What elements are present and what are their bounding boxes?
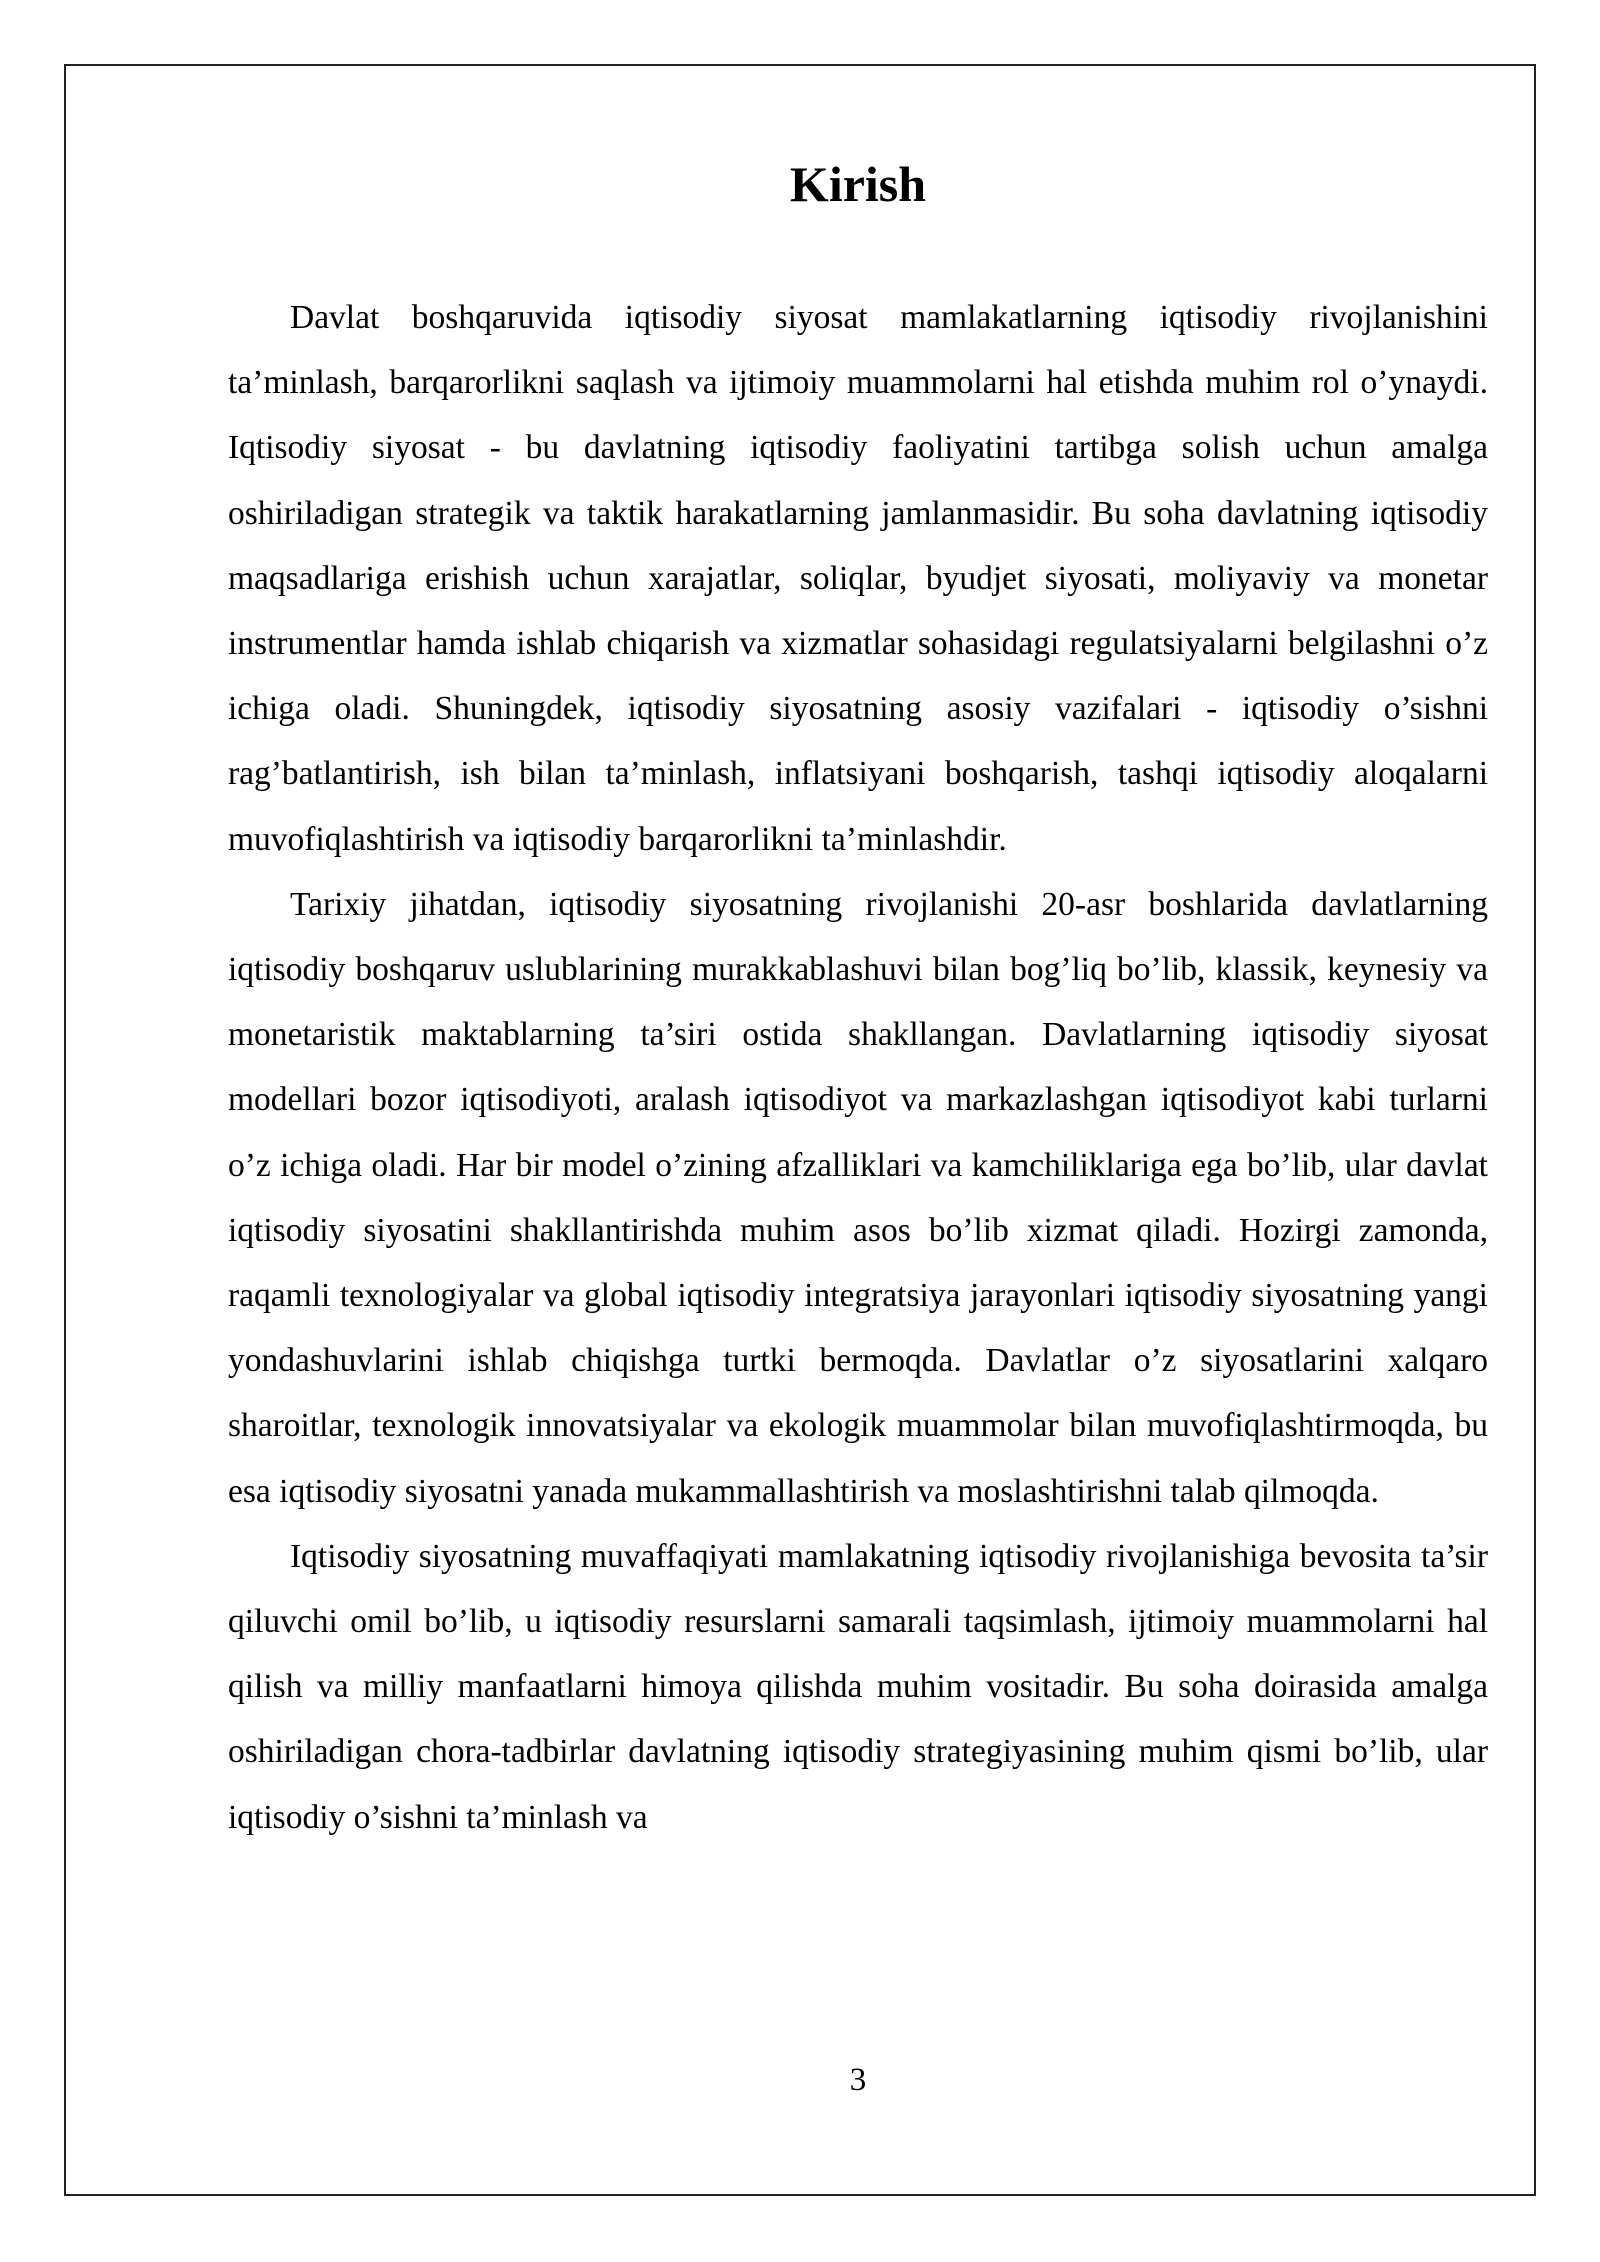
paragraph-3: Iqtisodiy siyosatning muvaffaqiyati mamlakatning iqtisodiy rivojlanishiga bevosita ta’sir qiluvchi omil bo’lib, u iqtisodiy resurslarni samarali taqsimlash, ijtimoiy muammolarni hal qilish va milliy manfaatlarni himoya qilishda muhim vositadir. Bu soha doirasida amalga oshiriladigan chora-tadbirlar davlatning iqtisodiy strategiyasining muhim qismi bo’lib, ular iqtisodiy o’sishni ta’minlash va [228,1537,1488,1836]
body-text [228,285,1488,1850]
paragraph-2: Tarixiy jihatdan, iqtisodiy siyosatning rivojlanishi 20-asr boshlarida davlatlarning iqtisodiy boshqaruv uslublarining murakkablashuvi bilan bog’liq bo’lib, klassik, keynesiy va monetaristik maktablarning ta’siri ostida shakllangan. Davlatlarning iqtisodiy siyosat modellari bozor iqtisodiyoti, aralash iqtisodiyot va markazlashgan iqtisodiyot kabi turlarni o’z ichiga oladi. Har bir model o’zining afzalliklari va kamchiliklariga ega bo’lib, ular davlat iqtisodiy siyosatini shakllantirishda muhim asos bo’lib xizmat qiladi. Hozirgi zamonda, raqamli texnologiyalar va global iqtisodiy integratsiya jarayonlari iqtisodiy siyosatning yangi yondashuvlarini ishlab chiqishga turtki bermoqda. Davlatlar o’z siyosatlarini xalqaro sharoitlar, texnologik innovatsiyalar va ekologik muammolar bilan muvofiqlashtirmoqda, bu esa iqtisodiy siyosatni yanada mukammallashtirish va moslashtirishni talab qilmoqda. [228,885,1488,1510]
page-title: Kirish [789,156,927,212]
page-number: 3 [849,2062,867,2098]
paragraph-1: Davlat boshqaruvida iqtisodiy siyosat mamlakatlarning iqtisodiy rivojlanishini ta’minlash, barqarorlikni saqlash va ijtimoiy muammolarni hal etishda muhim rol o’ynaydi. Iqtisodiy siyosat - bu davlatning iqtisodiy faoliyatini tartibga solish uchun amalga oshiriladigan strategik va taktik harakatlarning jamlanmasidir. Bu soha davlatning iqtisodiy maqsadlariga erishish uchun xarajatlar, soliqlar, byudjet siyosati, moliyaviy va monetar instrumentlar hamda ishlab chiqarish va xizmatlar sohasidagi regulatsiyalarni belgilashni o’z ichiga oladi. Shuningdek, iqtisodiy siyosatning asosiy vazifalari - iqtisodiy o’sishni rag’batlantirish, ish bilan ta’minlash, inflatsiyani boshqarish, tashqi iqtisodiy aloqalarni muvofiqlashtirish va iqtisodiy barqarorlikni ta’minlashdir. [228,299,1488,858]
